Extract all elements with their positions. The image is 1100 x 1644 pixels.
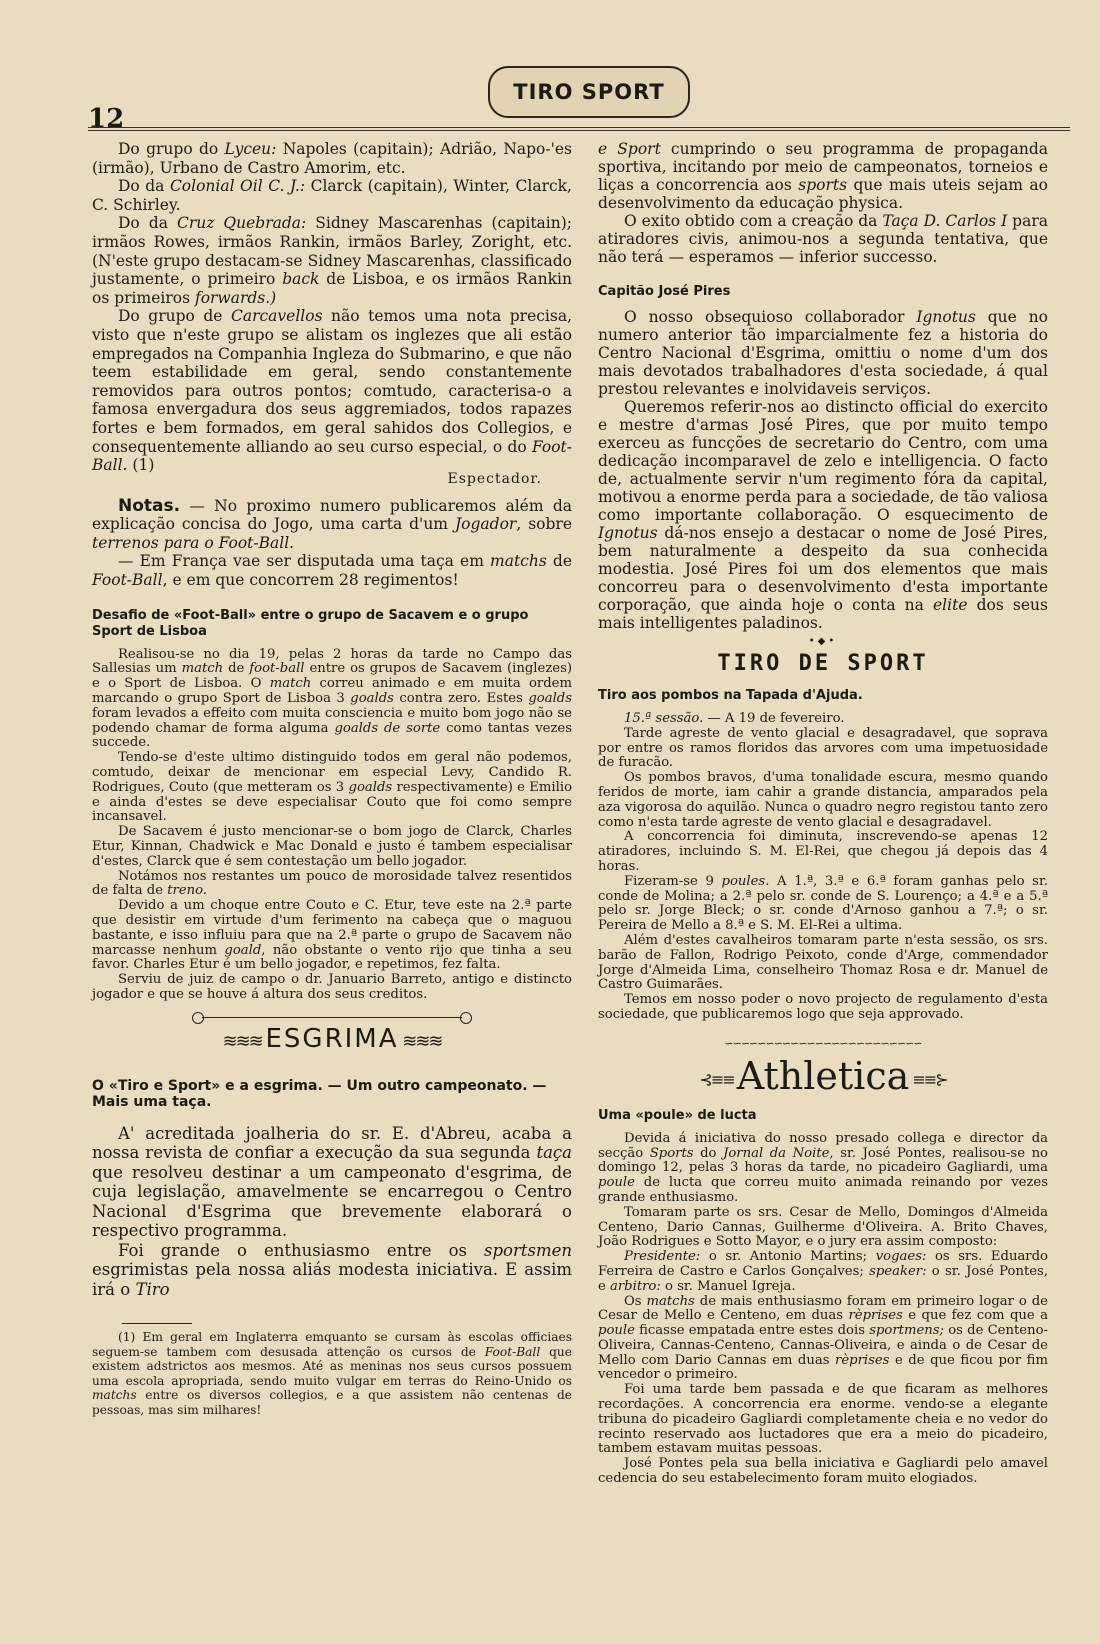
notas-label: Notas. xyxy=(118,495,181,516)
article-paragraph: O nosso obsequioso collaborador Ignotus que no numero anterior tão imparcialmente fez a historia do Centro Nacional d'Esgrima, omittiu o nome d'um dos mais devotados trabalhadores d'esta sociedade, á qual prestou relevantes e inolvidaveis serviços. xyxy=(598,308,1048,398)
article-paragraph: Tarde agreste de vento glacial e desagradavel, que soprava por entre os ramos floridos das arvores com uma impetuosidade de furacão. xyxy=(598,725,1048,771)
esgrima-section-title xyxy=(92,1024,572,1054)
article-paragraph: Devido a um choque entre Couto e C. Etur, teve este na 2.ª parte que desistir em virtude d'um ferimento na cabeça que o maguou bastante, e isso influiu para que na 2.ª parte o grupo de Sacavem não marcasse nenhum goald, não obstante o vento rijo que tinha a seu favor. Charles Etur é um bello jogador, e repetimos, fez falta. xyxy=(92,898,572,973)
esgrima-heading: O «Tiro e Sport» e a esgrima. — Um outro campeonato. — Mais uma taça. xyxy=(92,1077,547,1110)
masthead-logo xyxy=(488,66,690,118)
article-paragraph: A concorrencia foi diminuta, inscrevendo-se apenas 12 atiradores, incluindo S. M. El-Rei, que chegou já depois das 4 horas. xyxy=(598,829,1048,874)
article-paragraph: e Sport cumprindo o seu programma de propaganda sportiva, incitando por meio de campeonatos, torneios e liças a concorrencia aos sports que mais uteis sejam ao desenvolvimento da educação physica. xyxy=(598,140,1048,212)
article-paragraph: Queremos referir-nos ao distincto official do exercito e mestre d'armas José Pires, que por muito tempo exerceu as funcções de secretario do Centro, com uma dedicação incomparavel de zelo e intelligencia. O facto de, actualmente servir n'um regimento fóra da capital, motivou a enorme perda para a sociedade, de tão valiosa como importante collaboração. O esquecimento de Ignotus dá-nos ensejo a destacar o nome de José Pires, bem naturalmente a despeito da sua conhecida modestia. José Pires foi um dos elementos que mais concorreu para o desenvolvimento d'esta importante corporação, que ainda hoje o conta na elite dos seus mais intelligentes paladinos. xyxy=(598,398,1048,632)
laurel-right-icon: ≋≋≋ xyxy=(398,1030,442,1052)
article-paragraph: Serviu de juiz de campo o dr. Januario Barreto, antigo e distincto jogador e que se houve á altura dos seus creditos. xyxy=(92,972,572,1002)
article-paragraph: 15.ª sessão. — A 19 de fevereiro. xyxy=(624,711,845,726)
article-paragraph: Tomaram parte os srs. Cesar de Mello, Domingos d'Almeida Centeno, Dario Cannas, Guilherme d'Oliveira. A. Brito Chaves, João Rodrigues e Sotto Mayor, e o jury era assim composto: xyxy=(598,1204,1048,1250)
article-paragraph: José Pontes pela sua bella iniciativa e Gagliardi pelo amavel cedencia do seu estabelecimento foram muito elogiados. xyxy=(598,1456,1048,1487)
article-paragraph: Do grupo do Lyceu: Napoles (capitain); Adrião, Napo-'es (irmão), Urbano de Castro Amorim, etc. xyxy=(92,140,572,177)
ornamental-divider xyxy=(92,1017,572,1018)
article-paragraph: Temos em nosso poder o novo projecto de regulamento d'esta sociedade, que publicaremos logo que seja approvado. xyxy=(598,992,1048,1022)
left-column xyxy=(92,140,572,1417)
flourish-left-icon: ⊰≡≡ xyxy=(699,1069,737,1089)
article-signature: Espectador. xyxy=(447,470,542,487)
article-paragraph: Devida á iniciativa do nosso presado collega e director da secção Sports do Jornal da Noite, sr. José Pontes, realisou-se no domingo 12, pelas 3 horas da tarde, no picadeiro Gagliardi, uma poule de lucta que correu muito animada reinando por vezes grande enthusiasmo. xyxy=(598,1130,1049,1205)
header-rule xyxy=(88,127,1070,128)
laurel-left-icon: ≋≋≋ xyxy=(222,1030,266,1052)
desafio-heading: Desafio de «Foot-Ball» entre o grupo de Sacavem e o grupo Sport de Lisboa xyxy=(92,607,529,639)
article-paragraph: Presidente: o sr. Antonio Martins; vogaes: os srs. Eduardo Ferreira de Castro e Carlos Gonçalves; speaker: o sr. José Pontes, e arbitro: o sr. Manuel Igreja. xyxy=(598,1249,1049,1294)
capitao-heading: Capitão José Pires xyxy=(598,284,731,299)
article-paragraph: Do da Colonial Oil C. J.: Clarck (capitain), Winter, Clarck, C. Schirley. xyxy=(92,177,572,214)
notas-text: — No proximo numero publicaremos além da explicação concisa do Jogo, uma carta d'um Jogador, sobre terrenos para o Foot-Ball. xyxy=(92,496,572,552)
esgrima-title-text: ESGRIMA xyxy=(265,1023,399,1054)
poule-heading: Uma «poule» de lucta xyxy=(598,1107,757,1123)
footnote-rule xyxy=(122,1323,192,1324)
page-number: 12 xyxy=(88,104,125,134)
notas-paragraph-2: — Em França vae ser disputada uma taça em matchs de Foot-Ball, e em que concorrem 28 regimentos! xyxy=(92,552,572,590)
athletica-section-title xyxy=(598,1054,1048,1098)
article-paragraph: Foi uma tarde bem passada e de que ficaram as melhores recordações. A concorrencia era enorme. vendo-se a elegante tribuna do picadeiro Gagliardi completamente cheia e no vedor do recinto reservado aos luctadores que era a meio do picadeiro, tambem estavam muitas pessoas. xyxy=(598,1382,1048,1457)
article-paragraph: Além d'estes cavalheiros tomaram parte n'esta sessão, os srs. barão de Fallon, Rodrigo Peixoto, conde d'Arge, commendador Jorge d'Almeida Lima, conselheiro Thomaz Rosa e dr. Manuel de Castro Guimarães. xyxy=(598,932,1048,993)
right-column xyxy=(598,140,1048,1487)
article-paragraph: Do da Cruz Quebrada: Sidney Mascarenhas (capitain); irmãos Rowes, irmãos Rankin, irmãos Barley, Zoright, etc. (N'este grupo destacam-se Sidney Mascarenhas, classificado justamente, o primeiro back de Lisboa, e os irmãos Rankin os primeiros forwards.) xyxy=(92,214,572,307)
article-paragraph: Fizeram-se 9 poules. A 1.ª, 3.ª e 6.ª foram ganhas pelo sr. conde de Molina; a 2.ª pelo sr. conde de S. Lourenço; a 4.ª e a 5.ª pelo sr. Jorge Bleck; o sr. conde d'Arnoso ganhou a 7.ª; o sr. Pereira de Mello a 8.ª e S. M. El-Rei a ultima. xyxy=(598,873,1048,934)
tiro-section-title: TIRO DE SPORT xyxy=(717,651,929,676)
article-paragraph: Tendo-se d'este ultimo distinguido todos em geral não podemos, comtudo, deixar de mencionar em especial Levy, Candido R. Rodrigues, Couto (que metteram os 3 goalds respectivamente) e Emilio e ainda d'estes se deve especialisar Couto que foi como sempre incansavel. xyxy=(92,750,573,825)
footnote: (1) Em geral em Inglaterra emquanto se cursam às escolas officiaes seguem-se tambem com desusada attenção os cursos de Foot-Ball que existem adstrictos aos mesmos. Até as meninas nos seus cursos possuem uma escola apropriada, sendo muito vulgar em terras do Reino-Unido os matchs entre os diversos collegios, e a que assistem não centenas de pessoas, mas sim milhares! xyxy=(92,1330,572,1417)
athletica-title-text: Athletica xyxy=(736,1053,910,1098)
article-paragraph: Foi grande o enthusiasmo entre os sportsmen esgrimistas pela nossa aliás modesta iniciativa. E assim irá o Tiro xyxy=(92,1240,572,1299)
notas-paragraph xyxy=(92,497,572,553)
article-paragraph: Os pombos bravos, d'uma tonalidade escura, mesmo quando feridos de morte, iam cahir a grande distancia, amparados pela aza vigorosa do aquilão. Nunca o quadro negro registou tanto zero como n'esta tarde agreste de vento glacial e desagradavel. xyxy=(598,770,1048,830)
header-rule-2 xyxy=(88,130,1070,131)
tiro-heading: Tiro aos pombos na Tapada d'Ajuda. xyxy=(598,688,863,703)
flourish-right-icon: ≡≡⊱ xyxy=(909,1069,947,1089)
article-paragraph: De Sacavem é justo mencionar-se o bom jogo de Clarck, Charles Etur, Kinnan, Chadwick e Mac Donald e justo é tambem especialisar d'estes, Clarck que é sem contestação um bello jogador. xyxy=(92,824,572,869)
wavy-divider-icon: ∽∽∽∽∽∽∽∽∽∽∽∽∽∽∽∽∽∽∽∽∽∽∽∽ xyxy=(724,1036,922,1050)
masthead-text: TIRO SPORT xyxy=(513,80,665,104)
article-paragraph: Realisou-se no dia 19, pelas 2 horas da tarde no Campo das Sallesias um match de foot-ball entre os grupos de Sacavem (inglezes) e o Sport de Lisboa. O match correu animado e em muita ordem marcando o grupo Sport de Lisboa 3 goalds contra zero. Estes goalds foram levados a effeito com muita consciencia e muito bom jogo não se podendo chamar de forma alguma goalds de sorte como tantas vezes succede. xyxy=(92,646,573,751)
article-paragraph: Os matchs de mais enthusiasmo foram em primeiro logar o de Cesar de Mello e Centeno, em duas rèprises e que fez com que a poule ficasse empatada entre estes dois sportmens; os de Centeno-Oliveira, Cannas-Centeno, Cannas-Oliveira, e ainda o de Cesar de Mello com Dario Cannas em duas rèprises e de que ficou por fim vencedor o primeiro. xyxy=(598,1293,1048,1383)
small-ornament-icon: •◆• xyxy=(808,636,838,647)
article-paragraph: O exito obtido com a creação da Taça D. Carlos I para atiradores civis, animou-nos a segunda tentativa, que não terá — esperamos — inferior successo. xyxy=(598,212,1048,266)
article-paragraph: Do grupo de Carcavellos não temos uma nota precisa, visto que n'este grupo se alistam os inglezes que ali estão empregados na Companhia Ingleza do Submarino, e que não teem estabilidade em geral, sendo constantemente removidos para outros pontos; comtudo, caracterisa-o a famosa envergadura dos seus aggremiados, todos rapazes fortes e bem formados, em geral sahidos dos Collegios, e consequentemente alliando ao seu curso especial, o do Foot-Ball. (1) xyxy=(92,307,573,475)
article-paragraph: Notámos nos restantes um pouco de morosidade talvez resentidos de falta de treno. xyxy=(92,868,572,899)
article-paragraph: A' acreditada joalheria do sr. E. d'Abreu, acaba a nossa revista de confiar a execução da sua segunda taça que resolveu destinar a um campeonato d'esgrima, de cuja legislação, amavelmente se encarregou o Centro Nacional d'Esgrima que brevemente elaborará o respectivo programma. xyxy=(92,1123,572,1241)
